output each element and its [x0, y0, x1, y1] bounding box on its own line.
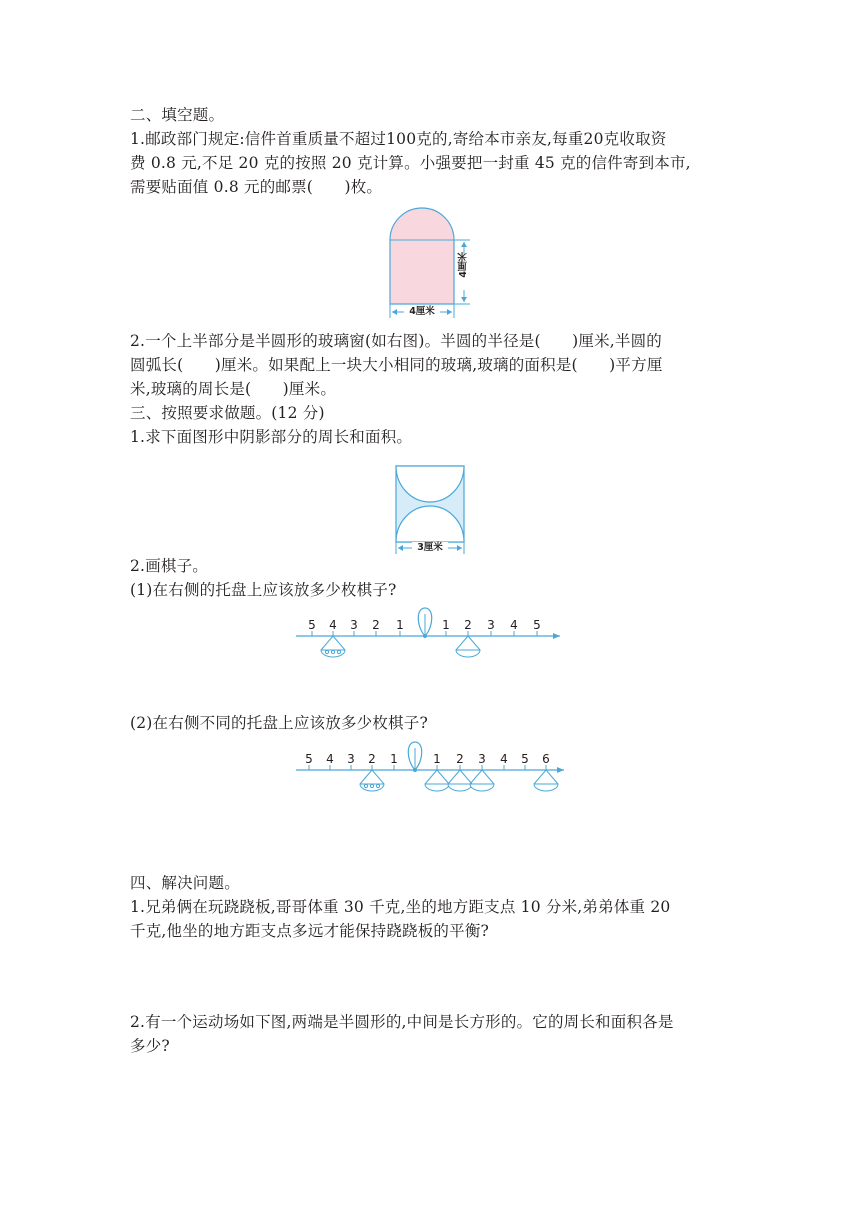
b1-right-tick: 1 — [442, 618, 450, 632]
b1-left-tick: 5 — [308, 618, 316, 632]
b1-right-pan — [456, 636, 480, 657]
b1-right-tick: 5 — [533, 618, 541, 632]
b2-left-tick: 3 — [347, 752, 355, 766]
balance-1-svg — [292, 604, 572, 666]
window-width-label: 4厘米 — [409, 306, 435, 317]
window-height-label: 4厘米 — [458, 252, 469, 278]
b2-right-tick: 2 — [456, 752, 464, 766]
q4-1-line-2: 千克,他坐的地方距支点多远才能保持跷跷板的平衡? — [130, 922, 490, 940]
b2-left-tick: 5 — [305, 752, 313, 766]
q2-1-line-1: 1.邮政部门规定:信件首重质量不超过100克的,寄给本市亲友,每重20克收取资 — [130, 130, 667, 148]
balance-figure-2 — [292, 738, 572, 804]
b2-left-tick: 4 — [326, 752, 334, 766]
q3-2-text: 2.画棋子。 — [130, 557, 208, 575]
q2-2-line-3: 米,玻璃的周长是( )厘米。 — [130, 380, 337, 398]
q3-1-text: 1.求下面图形中阴影部分的周长和面积。 — [130, 428, 413, 446]
q3-2-sub2-text: (2)在右侧不同的托盘上应该放多少枚棋子? — [130, 714, 428, 732]
balance-2-svg — [292, 738, 572, 800]
square-width-label: 3厘米 — [417, 542, 443, 553]
q4-2-line-1: 2.有一个运动场如下图,两端是半圆形的,中间是长方形的。它的周长和面积各是 — [130, 1013, 674, 1031]
q2-2-line-2: 圆弧长( )厘米。如果配上一块大小相同的玻璃,玻璃的面积是( )平方厘 — [130, 356, 663, 374]
q2-1-line-3: 需要贴面值 0.8 元的邮票( )枚。 — [130, 178, 383, 196]
section-4-heading: 四、解决问题。 — [130, 874, 240, 892]
q4-1-line-1: 1.兄弟俩在玩跷跷板,哥哥体重 30 千克,坐的地方距支点 10 分米,弟弟体重 20 — [130, 898, 671, 916]
b1-left-pan — [321, 636, 345, 657]
shaded-square-figure — [388, 462, 473, 561]
b2-right-pans — [425, 770, 558, 791]
b2-left-tick: 2 — [368, 752, 376, 766]
b2-left-tick: 1 — [390, 752, 398, 766]
q3-2-sub1-text: (1)在右侧的托盘上应该放多少枚棋子? — [130, 581, 397, 599]
b2-right-tick: 3 — [478, 752, 486, 766]
window-figure — [382, 200, 492, 329]
b1-left-tick: 4 — [329, 618, 337, 632]
q4-2-line-2: 多少? — [130, 1037, 170, 1055]
section-2-heading: 二、填空题。 — [130, 106, 225, 124]
b2-right-tick: 6 — [542, 752, 550, 766]
b1-right-tick: 4 — [510, 618, 518, 632]
q2-2-line-1: 2.一个上半部分是半圆形的玻璃窗(如右图)。半圆的半径是( )厘米,半圆的 — [130, 332, 663, 350]
b1-left-tick: 3 — [350, 618, 358, 632]
b1-right-tick: 2 — [464, 618, 472, 632]
b1-right-tick: 3 — [487, 618, 495, 632]
b2-right-tick: 1 — [433, 752, 441, 766]
b2-left-pan — [360, 770, 384, 791]
section-3-heading: 三、按照要求做题。(12 分) — [130, 404, 325, 422]
balance-figure-1 — [292, 604, 572, 670]
b2-right-tick: 5 — [521, 752, 529, 766]
q2-1-line-2: 费 0.8 元,不足 20 克的按照 20 克计算。小强要把一封重 45 克的信件寄到本市, — [130, 154, 691, 172]
b2-right-tick: 4 — [500, 752, 508, 766]
b1-left-tick: 1 — [396, 618, 404, 632]
b1-left-tick: 2 — [372, 618, 380, 632]
